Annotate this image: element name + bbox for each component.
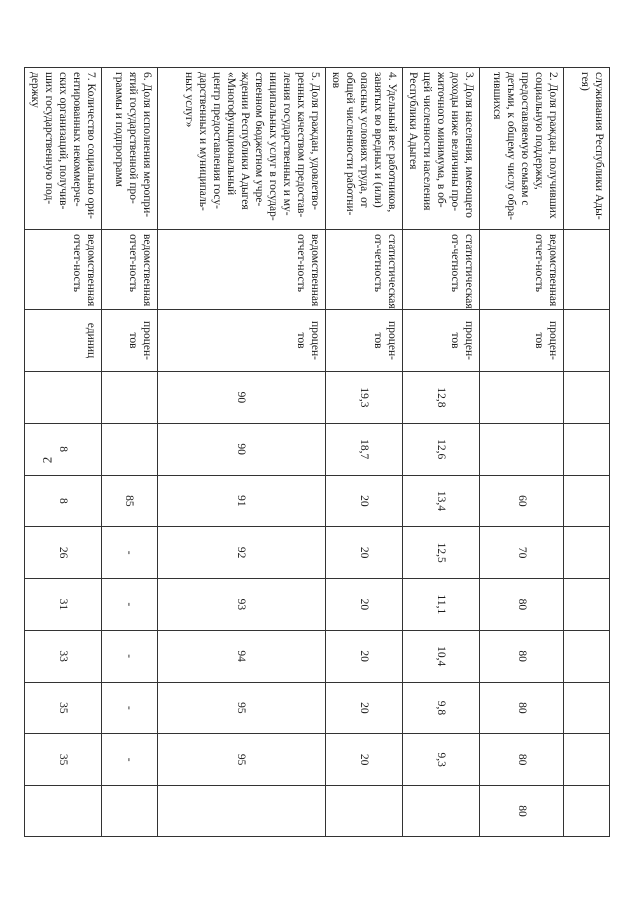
value-cell — [564, 372, 610, 424]
value-cell — [101, 423, 157, 475]
unit-cell: процен-тов — [101, 310, 157, 372]
value-cell: 13,4 — [402, 475, 479, 527]
value-cell: 8 — [24, 423, 101, 475]
value-cell: 80 — [480, 786, 564, 837]
value-cell: 10,4 — [402, 630, 479, 682]
value-cell: 12,6 — [402, 423, 479, 475]
value-cell — [564, 423, 610, 475]
value-cell: 60 — [480, 475, 564, 527]
value-cell — [24, 372, 101, 424]
indicators-table — [24, 67, 610, 837]
value-cell — [564, 579, 610, 631]
value-cell — [564, 630, 610, 682]
value-cell: 90 — [157, 372, 325, 424]
indicator-cell: служивания Республики Ады-гея) — [564, 68, 610, 230]
value-cell — [101, 372, 157, 424]
source-cell: ведомственная отчет-ность — [24, 230, 101, 310]
value-cell — [157, 786, 325, 837]
value-cell: 93 — [157, 579, 325, 631]
table-row — [325, 68, 402, 837]
value-cell — [325, 786, 402, 837]
value-cell: 19,3 — [325, 372, 402, 424]
unit-cell: процен-тов — [480, 310, 564, 372]
page-number: 2 — [39, 456, 55, 464]
value-cell: 85 — [101, 475, 157, 527]
value-cell: 91 — [157, 475, 325, 527]
value-cell — [564, 682, 610, 734]
source-cell: статистическая от-четность — [325, 230, 402, 310]
value-cell: 94 — [157, 630, 325, 682]
value-cell: 11,1 — [402, 579, 479, 631]
source-cell: ведомственная отчет-ность — [101, 230, 157, 310]
table-row — [402, 68, 479, 837]
value-cell — [564, 734, 610, 786]
value-cell: 20 — [325, 734, 402, 786]
source-cell: ведомственная отчет-ность — [157, 230, 325, 310]
source-cell — [564, 230, 610, 310]
indicator-cell: 6. Доля исполнения меропри-ятий государственной про-граммы и подпрограмм — [101, 68, 157, 230]
value-cell: 80 — [480, 682, 564, 734]
unit-cell: единиц — [24, 310, 101, 372]
value-cell: 9,8 — [402, 682, 479, 734]
value-cell: 95 — [157, 734, 325, 786]
indicator-cell: 2. Доля граждан, получивших социальную поддержку, предоставляемую семьям с детьми, к общему числу обра-тившихся — [480, 68, 564, 230]
value-cell: 80 — [480, 630, 564, 682]
value-cell: 92 — [157, 527, 325, 579]
value-cell: 90 — [157, 423, 325, 475]
value-cell — [480, 423, 564, 475]
value-cell: 35 — [24, 682, 101, 734]
value-cell: 8 — [24, 475, 101, 527]
value-cell: - — [101, 734, 157, 786]
value-cell: 20 — [325, 579, 402, 631]
table-row — [157, 68, 325, 837]
value-cell — [564, 527, 610, 579]
value-cell: 80 — [480, 579, 564, 631]
source-cell: ведомственная отчет-ность — [480, 230, 564, 310]
value-cell: - — [101, 682, 157, 734]
value-cell — [101, 786, 157, 837]
value-cell: 20 — [325, 682, 402, 734]
unit-cell: процен-тов — [402, 310, 479, 372]
value-cell: 26 — [24, 527, 101, 579]
indicator-cell: 5. Доля граждан, удовлетво-ренных качеством предостав-ления государственных и му-ниципальных услуг в государ-ственном бюджетном учре-ждении Республики Адыгея «Многофункциональный центр предоставления госу-дарственных и муниципаль-ных услуг» — [157, 68, 325, 230]
value-cell — [402, 786, 479, 837]
table-row — [101, 68, 157, 837]
value-cell: 95 — [157, 682, 325, 734]
unit-cell: процен-тов — [157, 310, 325, 372]
value-cell: 20 — [325, 630, 402, 682]
table-wrapper — [28, 67, 610, 837]
table-row — [480, 68, 564, 837]
unit-cell — [564, 310, 610, 372]
source-cell: статистическая от-четность — [402, 230, 479, 310]
value-cell: 20 — [325, 475, 402, 527]
value-cell: 18,7 — [325, 423, 402, 475]
unit-cell: процен-тов — [325, 310, 402, 372]
table-row — [24, 68, 101, 837]
value-cell — [564, 786, 610, 837]
value-cell: 12,5 — [402, 527, 479, 579]
value-cell — [564, 475, 610, 527]
value-cell: 70 — [480, 527, 564, 579]
indicator-cell: 7. Количество социально ори-ентированных некоммерче-ских организаций, получив-ших государственную под-держку — [24, 68, 101, 230]
table-body — [24, 68, 609, 837]
table-row — [564, 68, 610, 837]
value-cell: 33 — [24, 630, 101, 682]
value-cell: - — [101, 630, 157, 682]
value-cell: 31 — [24, 579, 101, 631]
indicator-cell: 4. Удельный вес работников, занятых во вредных и (или) опасных условиях труда, от общей численности работни-ков — [325, 68, 402, 230]
value-cell — [480, 372, 564, 424]
value-cell: 80 — [480, 734, 564, 786]
value-cell: - — [101, 579, 157, 631]
value-cell: 9,3 — [402, 734, 479, 786]
value-cell: 35 — [24, 734, 101, 786]
rotated-table-area — [28, 67, 610, 837]
indicator-cell: 3. Доля населения, имеющего доходы ниже величины про-житочного минимума, в об-щей численности населения Республики Адыгея — [402, 68, 479, 230]
value-cell: 12,8 — [402, 372, 479, 424]
value-cell — [24, 786, 101, 837]
value-cell: - — [101, 527, 157, 579]
value-cell: 20 — [325, 527, 402, 579]
